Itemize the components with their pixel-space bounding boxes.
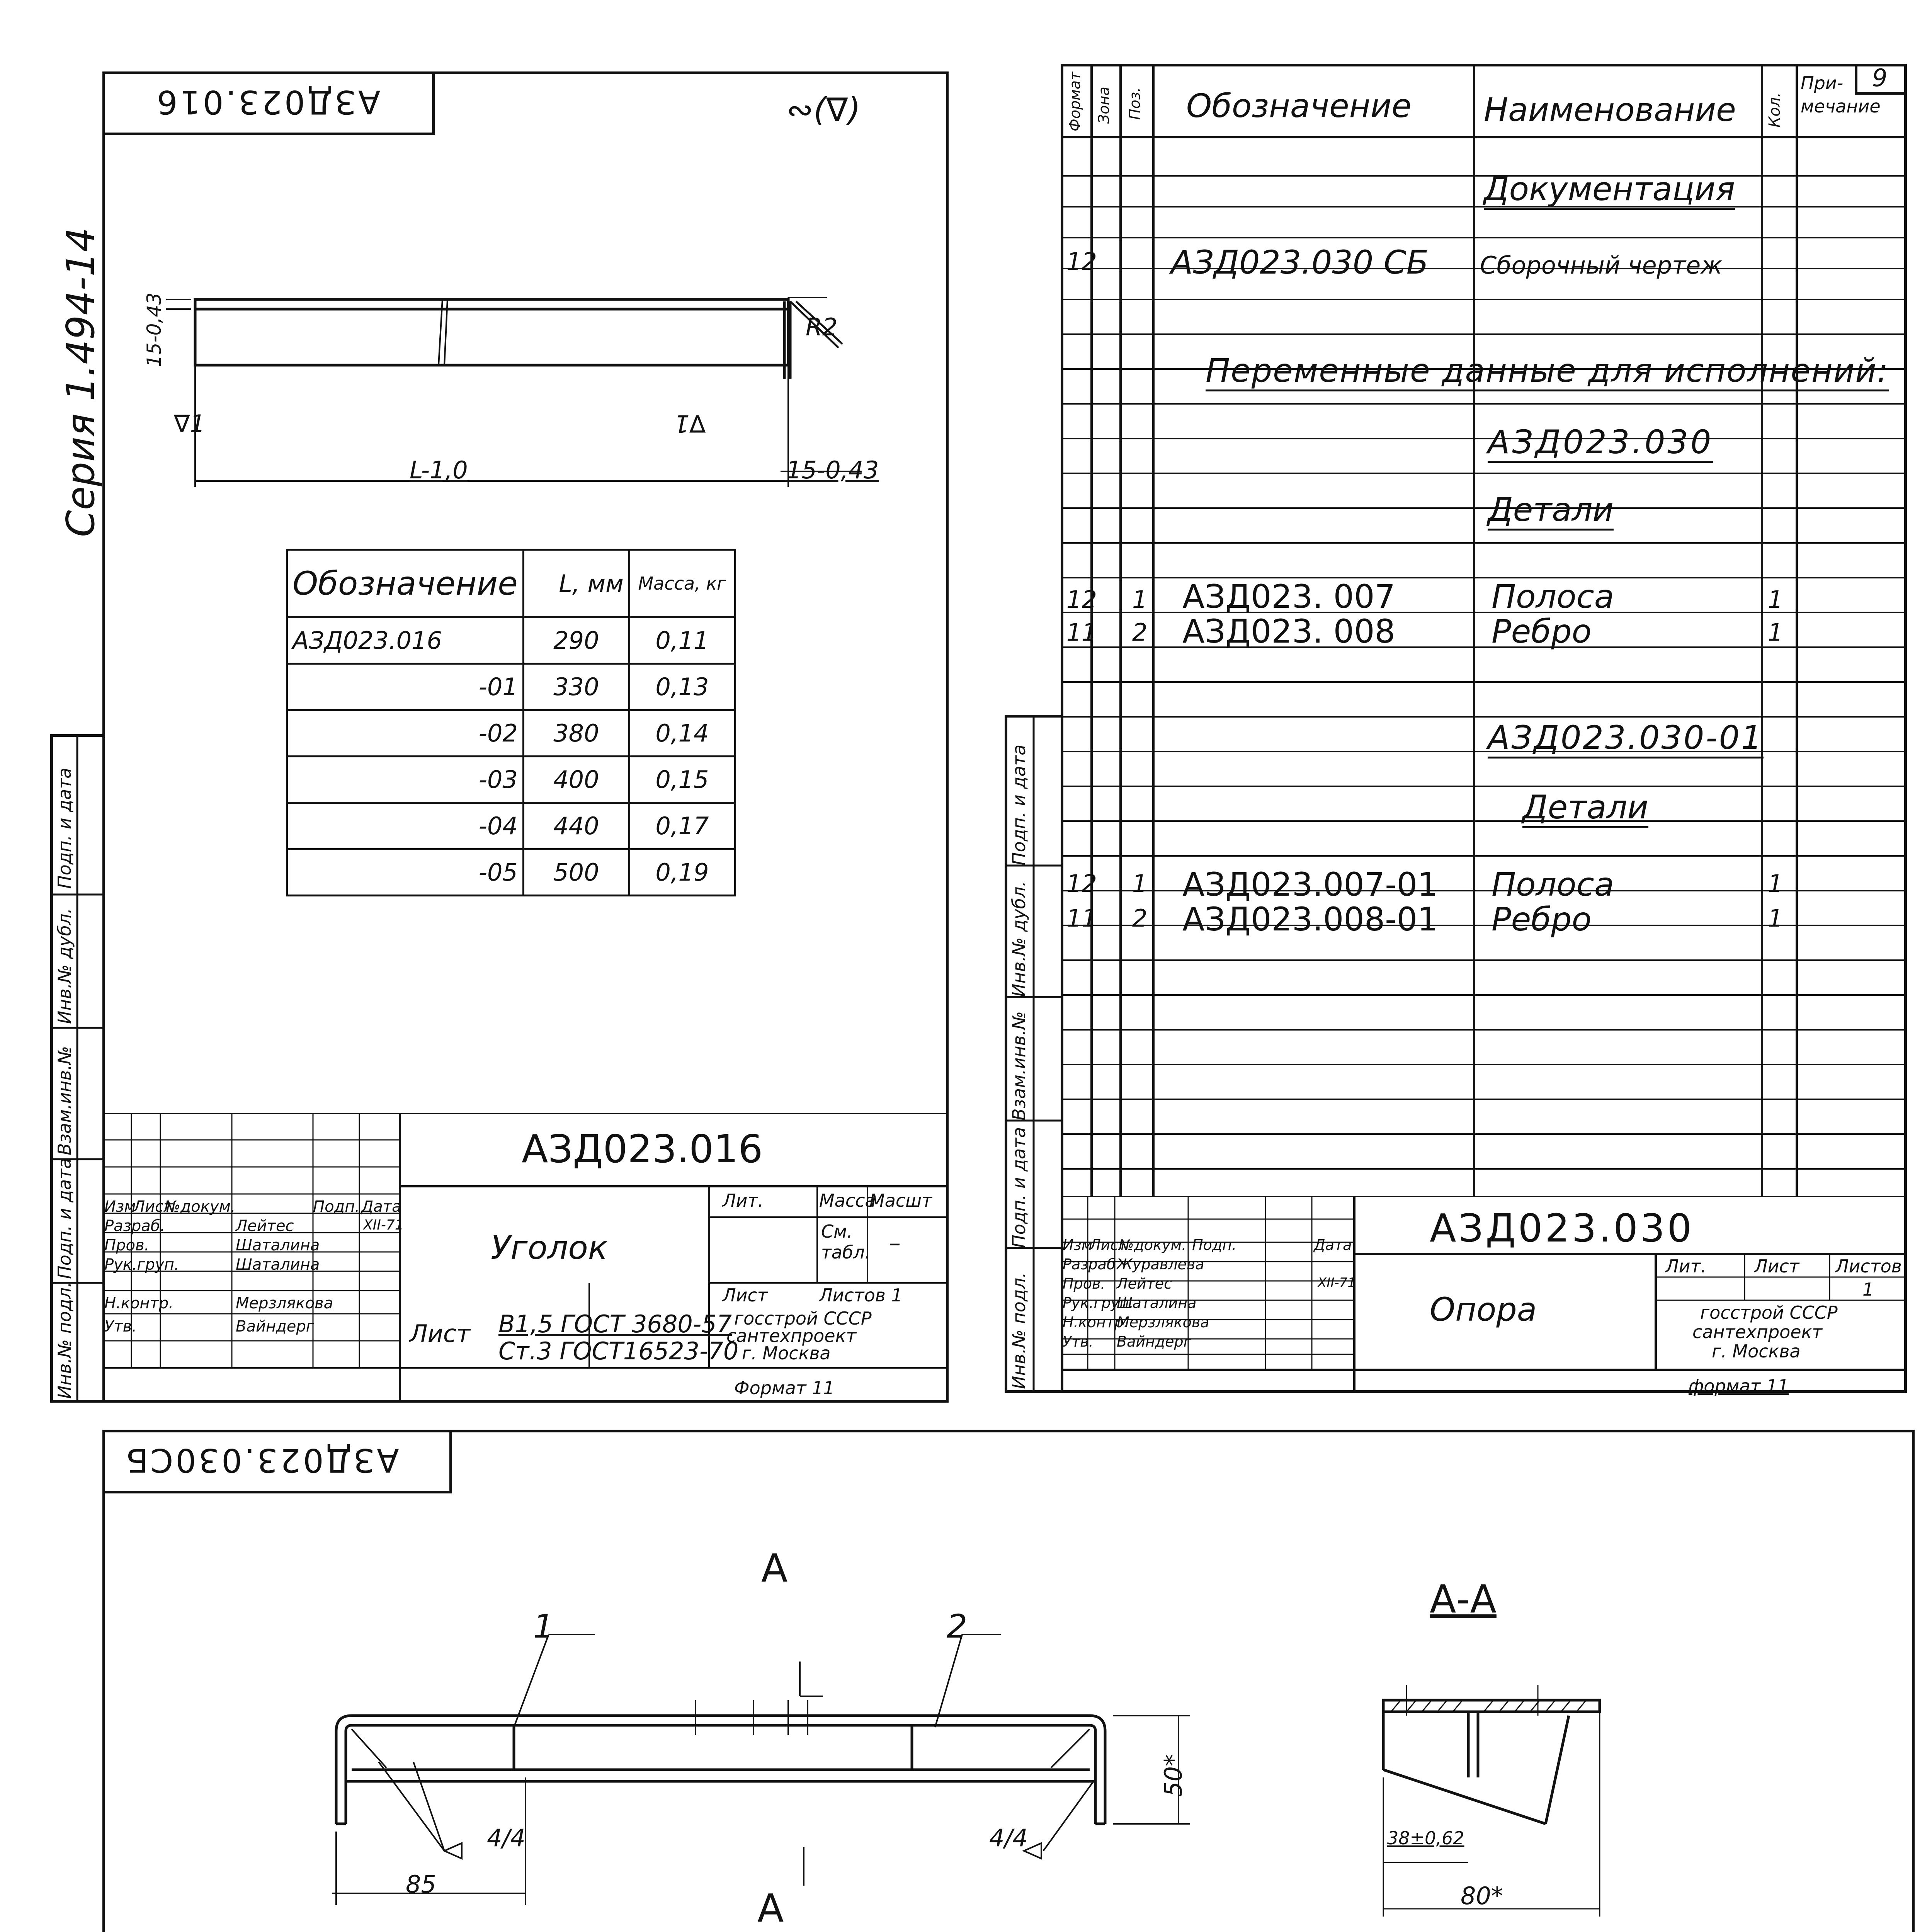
tb-role: Пров.: [104, 1236, 150, 1254]
tb-sheets: Листов: [1835, 1256, 1902, 1277]
tb-row-label: №докум.: [164, 1198, 236, 1216]
dim-radius: R2: [806, 313, 838, 341]
col-zone: Зона: [1095, 87, 1112, 124]
cell: -05: [287, 849, 524, 896]
cell: 0,15: [629, 757, 735, 803]
sheet1-format: Формат 11: [734, 1378, 835, 1398]
tb-role: Разраб.: [1063, 1256, 1121, 1273]
tb-row-label: Лист: [1090, 1236, 1127, 1253]
col-mass: Масса, кг: [629, 550, 735, 617]
sheet2-title-name: Опора: [1430, 1291, 1537, 1328]
spec-section-parts: Детали: [1522, 788, 1648, 828]
cell: 0,17: [629, 803, 735, 849]
cell: АЗД023.016: [287, 617, 524, 664]
margin-label: Взам.инв.№: [54, 1046, 75, 1155]
spec-designation: АЗД023.007-01: [1182, 866, 1438, 903]
tb-lit: Лит.: [723, 1190, 764, 1211]
table-row: [287, 757, 735, 803]
spec-name: Ребро: [1492, 900, 1592, 938]
tb-org: госстрой СССР: [734, 1308, 872, 1329]
tb-person: Мерзлякова: [236, 1294, 333, 1312]
tb-role: Рук.груп.: [104, 1256, 179, 1274]
margin-label: Подп. и дата: [54, 1158, 75, 1279]
spec-qty: 1: [1768, 618, 1783, 646]
table-row: [287, 849, 735, 896]
cell: 400: [523, 757, 629, 803]
tb-sheet-value: 1: [1862, 1279, 1874, 1300]
tb-row-label: Лист: [133, 1198, 173, 1216]
tb-date: XII-71: [363, 1217, 404, 1233]
tb-scale-value: –: [889, 1229, 901, 1257]
tb-mass-value: См. табл.: [821, 1221, 871, 1263]
sheet2-number: 9: [1872, 64, 1888, 92]
tb-role: Утв.: [1063, 1333, 1094, 1350]
weld-symbol-left: 4/4: [487, 1824, 526, 1852]
sheet2-format: формат 11: [1689, 1376, 1789, 1396]
cell: 0,14: [629, 710, 735, 757]
cell: 440: [523, 803, 629, 849]
spec-format: 11: [1066, 618, 1097, 646]
table-row: [287, 803, 735, 849]
tb-person: Шаталина: [236, 1256, 320, 1274]
weld-mark-right: ∇1: [674, 410, 706, 438]
tb-sheets: Листов 1: [819, 1285, 903, 1306]
tb-scale: Масшт: [869, 1190, 932, 1211]
dim-flange2: 15-0,43: [786, 456, 879, 484]
section-mark-bottom: А: [757, 1886, 784, 1931]
weld-mark-left: ∇1: [174, 410, 205, 438]
sheet1-title-code: АЗД023.016: [522, 1126, 763, 1172]
tb-material-label: Лист: [410, 1320, 471, 1348]
tb-row-label: Дата: [1314, 1236, 1352, 1253]
weld-symbol-right: 4/4: [989, 1824, 1028, 1852]
margin-label: Инв.№ дубл.: [1009, 881, 1029, 997]
section-mark-top: А: [761, 1546, 788, 1591]
col-qty: Кол.: [1766, 92, 1784, 128]
sheet1-title-name: Уголок: [491, 1229, 608, 1267]
spec-designation: АЗД023.030 СБ: [1171, 243, 1429, 281]
dim-50-front: 50*: [1159, 1754, 1187, 1797]
col-length: L, мм: [523, 550, 629, 617]
tb-org: г. Москва: [742, 1343, 831, 1364]
spec-qty: 1: [1768, 585, 1783, 614]
cell: -03: [287, 757, 524, 803]
spec-format: 12: [1066, 585, 1097, 614]
cell: 330: [523, 664, 629, 710]
tb-org: госстрой СССР: [1700, 1302, 1838, 1323]
dim-flange: 15-0,43: [143, 293, 165, 367]
tb-role: Разраб.: [104, 1217, 165, 1235]
tb-role: Рук.груп.: [1063, 1294, 1134, 1311]
tb-row-label: Изм: [104, 1198, 136, 1216]
spec-section-parts: Детали: [1488, 491, 1614, 531]
dim-80: 80*: [1461, 1882, 1503, 1910]
col-pos: Поз.: [1126, 87, 1143, 120]
callout-2: 2: [947, 1607, 968, 1645]
spec-pos: 2: [1132, 618, 1148, 646]
cell: 290: [523, 617, 629, 664]
surface-finish-mark: ∾(∇): [786, 91, 861, 129]
tb-person: Мерзлякова: [1117, 1314, 1209, 1331]
dim-length: L-1,0: [410, 456, 468, 484]
dim-38: 38±0,62: [1387, 1828, 1464, 1849]
spec-section-docs: Документация: [1484, 170, 1735, 210]
margin-label: Подп. и дата: [1009, 744, 1029, 866]
col-note: При- мечание: [1801, 73, 1881, 117]
table-row: [287, 710, 735, 757]
support-front-view: [309, 1546, 1236, 1932]
sheet1-stamp-code: АЗД023.016: [155, 83, 381, 121]
spec-format: 12: [1066, 247, 1097, 276]
dim-85: 85: [406, 1870, 436, 1898]
spec-variant-030: АЗД023.030: [1488, 423, 1713, 463]
margin-label: Инв.№ дубл.: [54, 908, 75, 1024]
sheet2-title-code: АЗД023.030: [1430, 1206, 1694, 1251]
tb-row-label: Подп.: [313, 1198, 360, 1216]
spec-variable-data: Переменные данные для исполнений:: [1206, 352, 1889, 391]
cell: 500: [523, 849, 629, 896]
cell: 0,19: [629, 849, 735, 896]
cell: 0,13: [629, 664, 735, 710]
tb-person: Журавлева: [1117, 1256, 1204, 1273]
spec-name: Полоса: [1492, 578, 1614, 616]
tb-role: Н.контр.: [104, 1294, 173, 1312]
tb-sheet: Лист: [1754, 1256, 1799, 1277]
tb-person: Шаталина: [236, 1236, 320, 1254]
col-designation: Обозначение: [1186, 87, 1412, 125]
tb-person: Шаталина: [1117, 1294, 1197, 1311]
tb-person: Вайндерг: [236, 1318, 314, 1335]
cell: -04: [287, 803, 524, 849]
table-row: [287, 664, 735, 710]
tb-row-label: Изм: [1063, 1236, 1093, 1253]
spec-format: 12: [1066, 869, 1097, 898]
callout-1: 1: [533, 1607, 554, 1645]
spec-name: Сборочный чертеж: [1480, 251, 1723, 279]
spec-name: Ребро: [1492, 612, 1592, 650]
tb-material2: Ст.3 ГОСТ16523-70: [498, 1337, 739, 1365]
tb-org: г. Москва: [1712, 1341, 1801, 1362]
col-designation: Обозначение: [287, 550, 524, 617]
sheet3-stamp-code: АЗД023.030СБ: [124, 1441, 399, 1479]
cell: 380: [523, 710, 629, 757]
tb-material: В1,5 ГОСТ 3680-57: [498, 1310, 732, 1338]
cell: -01: [287, 664, 524, 710]
tb-date: XII-71: [1318, 1275, 1356, 1291]
spec-pos: 1: [1132, 869, 1148, 898]
col-name: Наименование: [1484, 91, 1736, 129]
spec-designation: АЗД023. 007: [1182, 578, 1396, 616]
tb-sheet: Лист: [723, 1285, 768, 1306]
margin-label: Подп. и дата: [54, 767, 75, 889]
tb-row-label: Подп.: [1192, 1236, 1237, 1253]
tb-org: сантехпроект: [726, 1325, 857, 1346]
tb-role: Н.контр.: [1063, 1314, 1129, 1331]
tb-mass: Масса: [819, 1190, 876, 1211]
section-label: А-А: [1430, 1577, 1497, 1622]
angle-size-table: [286, 549, 736, 896]
margin-label: Взам.инв.№: [1009, 1011, 1029, 1121]
spec-format: 11: [1066, 904, 1097, 932]
col-format: Формат: [1066, 71, 1083, 131]
tb-row-label: №докум.: [1119, 1236, 1187, 1253]
cell: 0,11: [629, 617, 735, 664]
spec-pos: 2: [1132, 904, 1148, 932]
spec-designation: АЗД023.008-01: [1182, 900, 1438, 938]
spec-qty: 1: [1768, 869, 1783, 898]
tb-row-label: Дата: [361, 1198, 401, 1216]
spec-name: Полоса: [1492, 866, 1614, 903]
cell: -02: [287, 710, 524, 757]
tb-lit: Лит.: [1665, 1256, 1706, 1277]
margin-label: Инв.№ подл.: [1009, 1272, 1029, 1389]
margin-label: Инв.№ подл.: [54, 1282, 75, 1399]
spec-designation: АЗД023. 008: [1182, 612, 1396, 650]
tb-person: Лейтес: [1117, 1275, 1172, 1292]
tb-role: Утв.: [104, 1318, 137, 1335]
tb-role: Пров.: [1063, 1275, 1105, 1292]
spec-pos: 1: [1132, 585, 1148, 614]
tb-org: сантехпроект: [1692, 1321, 1823, 1342]
spec-variant-030-01: АЗД023.030-01: [1488, 719, 1764, 759]
tb-person: Лейтес: [236, 1217, 294, 1235]
spec-qty: 1: [1768, 904, 1783, 932]
tb-person: Вайндерг: [1117, 1333, 1191, 1350]
series-label: Серия 1.494-14: [58, 227, 103, 537]
margin-label: Подп. и дата: [1009, 1127, 1029, 1248]
table-row: [287, 617, 735, 664]
